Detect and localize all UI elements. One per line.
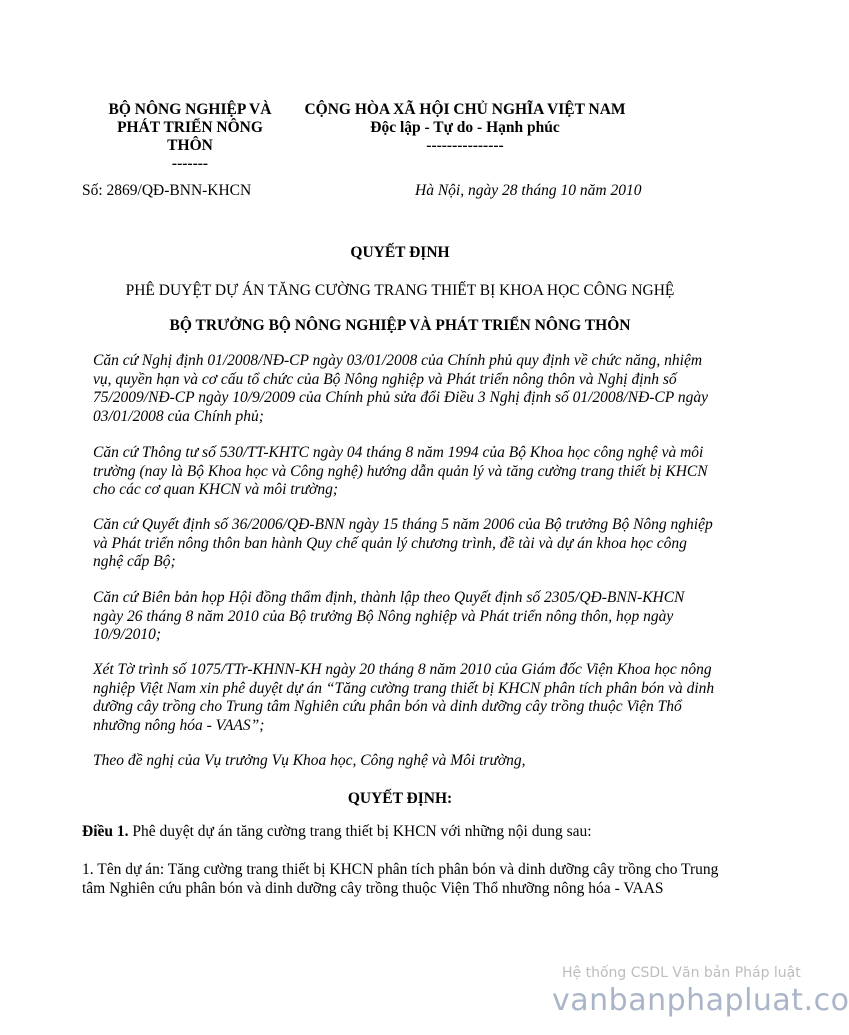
agency-separator: -------: [171, 155, 209, 172]
motto-separator: ---------------: [426, 137, 504, 154]
preamble-paragraph: Xét Tờ trình số 1075/TTr-KHNN-KH ngày 20 tháng 8 năm 2010 của Giám đốc Viện Khoa học nông nghiệp Việt Nam xin phê duyệt dự án “Tăng cường trang thiết bị KHCN phân tích phân bón và dinh dưỡng cây trồng cho Trung tâm Nghiên cứu phân bón và dinh dưỡng cây trồng thuộc Viện Thổ nhưỡng nông hóa - VAAS”;: [93, 661, 715, 734]
watermark-caption: Hệ thống CSDL Văn bản Pháp luật: [562, 965, 801, 981]
document-header: [0, 101, 800, 181]
article-1-item-1: 1. Tên dự án: Tăng cường trang thiết bị KHCN phân tích phân bón và dinh dưỡng cây trồng cho Trung tâm Nghiên cứu phân bón và dinh dưỡng cây trồng thuộc Viện Thổ nhưỡng nông hóa - VAAS: [82, 861, 719, 897]
watermark-site: vanbanphapluat.co: [552, 983, 849, 1018]
preamble-paragraph: Căn cứ Thông tư số 530/TT-KHTC ngày 04 tháng 8 năm 1994 của Bộ Khoa học công nghệ và môi trường (nay là Bộ Khoa học và Công nghệ) hướng dẫn quản lý và tăng cường trang thiết bị KHCN cho các cơ quan KHCN và môi trường;: [93, 444, 708, 498]
issuing-agency: [100, 101, 280, 173]
national-heading: [290, 101, 640, 155]
preamble-paragraph: Căn cứ Quyết định số 36/2006/QĐ-BNN ngày 15 tháng 5 năm 2006 của Bộ trưởng Bộ Nông nghiệp và Phát triển nông thôn ban hành Quy chế quản lý chương trình, đề tài và dự án khoa học công nghệ cấp Bộ;: [93, 516, 713, 570]
agency-line-3: THÔN: [167, 137, 213, 154]
national-motto: Độc lập - Tự do - Hạnh phúc: [370, 119, 560, 136]
agency-line-1: BỘ NÔNG NGHIỆP VÀ: [108, 101, 272, 118]
decision-heading: QUYẾT ĐỊNH:: [347, 790, 453, 807]
article-1-text: Phê duyệt dự án tăng cường trang thiết bị KHCN với những nội dung sau:: [128, 823, 592, 840]
document-number: Số: 2869/QĐ-BNN-KHCN: [82, 182, 252, 199]
preamble-paragraph: Theo đề nghị của Vụ trưởng Vụ Khoa học, Công nghệ và Môi trường,: [93, 752, 526, 769]
issuing-authority: BỘ TRƯỞNG BỘ NÔNG NGHIỆP VÀ PHÁT TRIỂN NÔNG THÔN: [169, 317, 631, 334]
preamble-paragraph: Căn cứ Nghị định 01/2008/NĐ-CP ngày 03/01/2008 của Chính phủ quy định về chức năng, nhiệm vụ, quyền hạn và cơ cấu tổ chức của Bộ Nông nghiệp và Phát triển nông thôn và Nghị định số 75/2009/NĐ-CP ngày 10/9/2009 của Chính phủ sửa đổi Điều 3 Nghị định số 01/2008/NĐ-CP ngày 03/01/2008 của Chính phủ;: [93, 352, 708, 425]
place-and-date: Hà Nội, ngày 28 tháng 10 năm 2010: [415, 182, 642, 199]
article-1: [82, 823, 722, 841]
document-title: QUYẾT ĐỊNH: [350, 244, 450, 261]
document-subtitle: PHÊ DUYỆT DỰ ÁN TĂNG CƯỜNG TRANG THIẾT BỊ KHOA HỌC CÔNG NGHỆ: [125, 282, 675, 299]
country-name: CỘNG HÒA XÃ HỘI CHỦ NGHĨA VIỆT NAM: [304, 101, 626, 118]
article-1-label: Điều 1.: [82, 823, 129, 840]
preamble-paragraph: Căn cứ Biên bản họp Hội đồng thẩm định, thành lập theo Quyết định số 2305/QĐ-BNN-KHCN ngày 26 tháng 8 năm 2010 của Bộ trưởng Bộ Nông nghiệp và Phát triển nông thôn, họp ngày 10/9/2010;: [93, 589, 685, 643]
agency-line-2: PHÁT TRIỂN NÔNG: [117, 119, 263, 136]
